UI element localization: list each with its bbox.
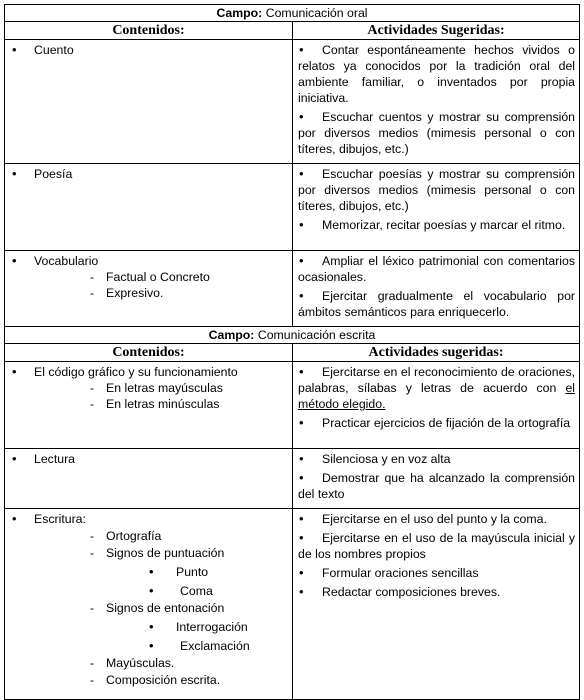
bullet-icon: • (299, 584, 304, 599)
activities-cell (293, 449, 580, 509)
campo-oral-title (5, 5, 580, 22)
bullet-icon: • (299, 288, 304, 303)
activity-item: • Practicar ejercicios de fijación de la ortografía (299, 415, 571, 430)
bullet-icon: • (299, 565, 304, 580)
content-subsubitem: • Punto (10, 564, 288, 580)
row-poesia (5, 164, 580, 251)
content-subitem: - Signos de entonación (10, 600, 288, 616)
campo-name: Comunicación escrita (257, 328, 376, 342)
campo-label: Campo: (216, 6, 263, 20)
header-row-escrita (5, 344, 580, 362)
activities-cell (293, 509, 580, 700)
content-subitem: - Ortografía (10, 528, 288, 544)
bullet-icon: • (299, 109, 304, 124)
activities-cell (293, 40, 580, 164)
content-subsubitem: • Interrogación (10, 619, 288, 635)
content-subitem: - Composición escrita. (10, 672, 288, 688)
bullet-icon: • (299, 166, 304, 181)
row-lectura (5, 449, 580, 509)
bullet-icon: • (299, 217, 304, 232)
row-cuento (5, 40, 580, 164)
metodo-link: el método elegido. (298, 381, 576, 411)
content-cell (5, 251, 293, 327)
bullet-icon: • (299, 42, 304, 57)
content-cell (5, 449, 293, 509)
activity-item: • Redactar composiciones breves. (299, 584, 501, 599)
row-vocabulario (5, 251, 580, 327)
content-subsubitem: • Exclamación (10, 638, 288, 654)
header-row-oral (5, 22, 580, 40)
activities-cell (293, 164, 580, 251)
header-contenidos: Contenidos: (5, 344, 293, 362)
content-subsubitem: • Coma (10, 583, 288, 599)
content-subitem: - En letras mayúsculas (10, 380, 288, 396)
row-codigo-grafico (5, 362, 580, 449)
content-cell (5, 40, 293, 164)
header-actividades: Actividades sugeridas: (293, 344, 580, 362)
activity-item: • Ejercitarse en el uso del punto y la coma. (299, 511, 547, 526)
content-subitem: - Expresivo. (10, 285, 288, 301)
content-cell (5, 362, 293, 449)
activity-item: • Formular oraciones sencillas (299, 565, 479, 580)
activities-cell (293, 251, 580, 327)
activity-item: • Ejercitarse en el reconocimiento de oraciones, palabras, sílabas y letras de acuerdo con el método elegido. (298, 364, 576, 411)
activity-item: • Contar espontáneamente hechos vividos o relatos ya conocidos por la tradición oral del ambiente familiar, o inventados por propia iniciativa. (298, 42, 576, 105)
activity-item: • Ejercitarse en el uso de la mayúscula inicial y de los nombres propios (298, 530, 576, 561)
campo-oral-row (5, 5, 580, 22)
row-escritura (5, 509, 580, 700)
header-actividades: Actividades Sugeridas: (293, 22, 580, 40)
content-subitem: - Factual o Concreto (10, 269, 288, 285)
bullet-icon: • (299, 364, 304, 379)
content-item: • Poesía (10, 166, 288, 182)
activity-item: • Demostrar que ha alcanzado la comprensión del texto (298, 470, 576, 501)
campo-name: Comunicación oral (265, 6, 368, 20)
content-item: • Lectura (10, 451, 288, 467)
activity-item: • Ejercitar gradualmente el vocabulario por ámbitos semánticos para enriquecerlo. (298, 288, 576, 319)
activities-cell (293, 362, 580, 449)
content-item: • El código gráfico y su funcionamiento (10, 364, 288, 380)
bullet-icon: • (299, 530, 304, 545)
content-item: • Vocabulario (10, 253, 288, 269)
activity-item: • Silenciosa y en voz alta (299, 451, 451, 466)
content-cell (5, 164, 293, 251)
bullet-icon: • (299, 511, 304, 526)
content-subitem: - Mayúsculas. (10, 655, 288, 671)
campo-label: Campo: (208, 328, 255, 342)
header-contenidos: Contenidos: (5, 22, 293, 40)
content-item: • Escritura: (10, 511, 288, 527)
content-item: • Cuento (10, 42, 288, 58)
campo-escrita-row (5, 327, 580, 344)
activity-item: • Memorizar, recitar poesías y marcar el ritmo. (299, 217, 566, 232)
content-cell (5, 509, 293, 700)
content-subitem: - En letras minúsculas (10, 396, 288, 412)
bullet-icon: • (299, 415, 304, 430)
bullet-icon: • (299, 451, 304, 466)
content-subitem: - Signos de puntuación (10, 545, 288, 561)
bullet-icon: • (299, 253, 304, 268)
activity-item: • Escuchar cuentos y mostrar su comprensión por diversos medios (mimesis personal o con títeres, dibujos, etc.) (298, 109, 576, 156)
curriculum-table (4, 4, 580, 700)
campo-escrita-title (5, 327, 580, 344)
activity-item: • Ampliar el léxico patrimonial con comentarios ocasionales. (298, 253, 576, 284)
bullet-icon: • (299, 470, 304, 485)
activity-item: • Escuchar poesías y mostrar su comprensión por diversos medios (mimesis personal o con títeres, dibujos, etc.) (298, 166, 576, 213)
